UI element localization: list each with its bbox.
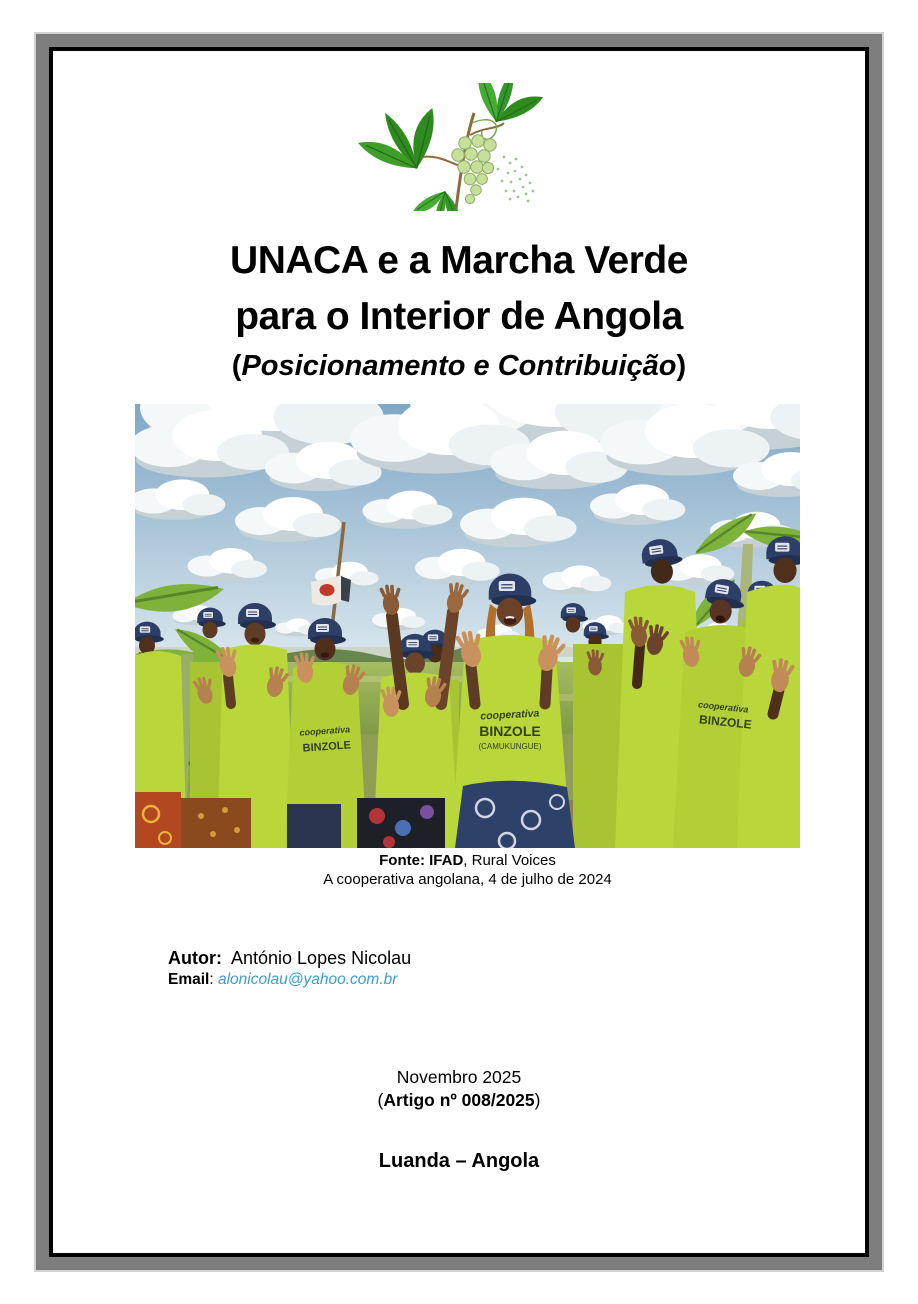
email-link[interactable]: alonicolau@yahoo.com.br bbox=[217, 971, 398, 988]
email-label: Email bbox=[168, 971, 210, 988]
imprint-block bbox=[60, 1066, 858, 1112]
author-name: António Lopes Nicolau bbox=[231, 948, 412, 968]
svg-text:cooperativa: cooperativa bbox=[480, 707, 540, 723]
author-block bbox=[168, 946, 411, 990]
photo-sky bbox=[135, 404, 800, 666]
grapevine-logo-icon bbox=[352, 83, 568, 211]
flower-spray bbox=[497, 156, 535, 203]
cover-photo bbox=[135, 404, 800, 848]
svg-text:cooperativa: cooperativa bbox=[299, 724, 351, 738]
cover-photo-illustration bbox=[135, 404, 800, 848]
author-label: Autor: bbox=[168, 948, 222, 968]
email-line bbox=[168, 970, 411, 990]
document-title bbox=[60, 233, 858, 345]
grapevine-logo bbox=[352, 83, 568, 211]
svg-text:BINZOLE: BINZOLE bbox=[479, 723, 541, 739]
article-number: Artigo nº 008/2025 bbox=[383, 1090, 535, 1110]
vine-leaf-top bbox=[464, 83, 548, 134]
subtitle-open-paren: ( bbox=[231, 350, 242, 382]
article-close-paren: ) bbox=[534, 1090, 541, 1110]
place-line: Luanda – Angola bbox=[378, 1150, 540, 1172]
vine-leaf-left bbox=[352, 92, 454, 187]
author-line bbox=[168, 946, 411, 970]
caption-source-bold: Fonte: IFAD bbox=[379, 852, 464, 869]
document-subtitle bbox=[60, 350, 858, 383]
caption-source-line bbox=[135, 851, 800, 870]
caption-source-rest: , Rural Voices bbox=[463, 852, 556, 869]
imprint-article bbox=[60, 1089, 858, 1112]
svg-text:(CAMUKUNGUE): (CAMUKUNGUE) bbox=[478, 742, 542, 751]
svg-text:BINZOLE: BINZOLE bbox=[698, 712, 753, 732]
title-line-1: UNACA e a Marcha Verde bbox=[230, 239, 688, 282]
svg-text:cooperativa: cooperativa bbox=[697, 699, 749, 715]
article-open-paren: ( bbox=[377, 1090, 384, 1110]
svg-text:BINZOLE: BINZOLE bbox=[302, 739, 352, 755]
imprint-date: Novembro 2025 bbox=[396, 1067, 522, 1087]
subtitle-close-paren: ) bbox=[676, 350, 687, 382]
photo-caption bbox=[135, 851, 800, 889]
title-line-2: para o Interior de Angola bbox=[235, 295, 683, 338]
caption-line-2: A cooperativa angolana, 4 de julho de 2024 bbox=[323, 871, 612, 888]
email-separator: : bbox=[209, 971, 218, 988]
subtitle-text: Posicionamento e Contribuição bbox=[241, 350, 677, 382]
